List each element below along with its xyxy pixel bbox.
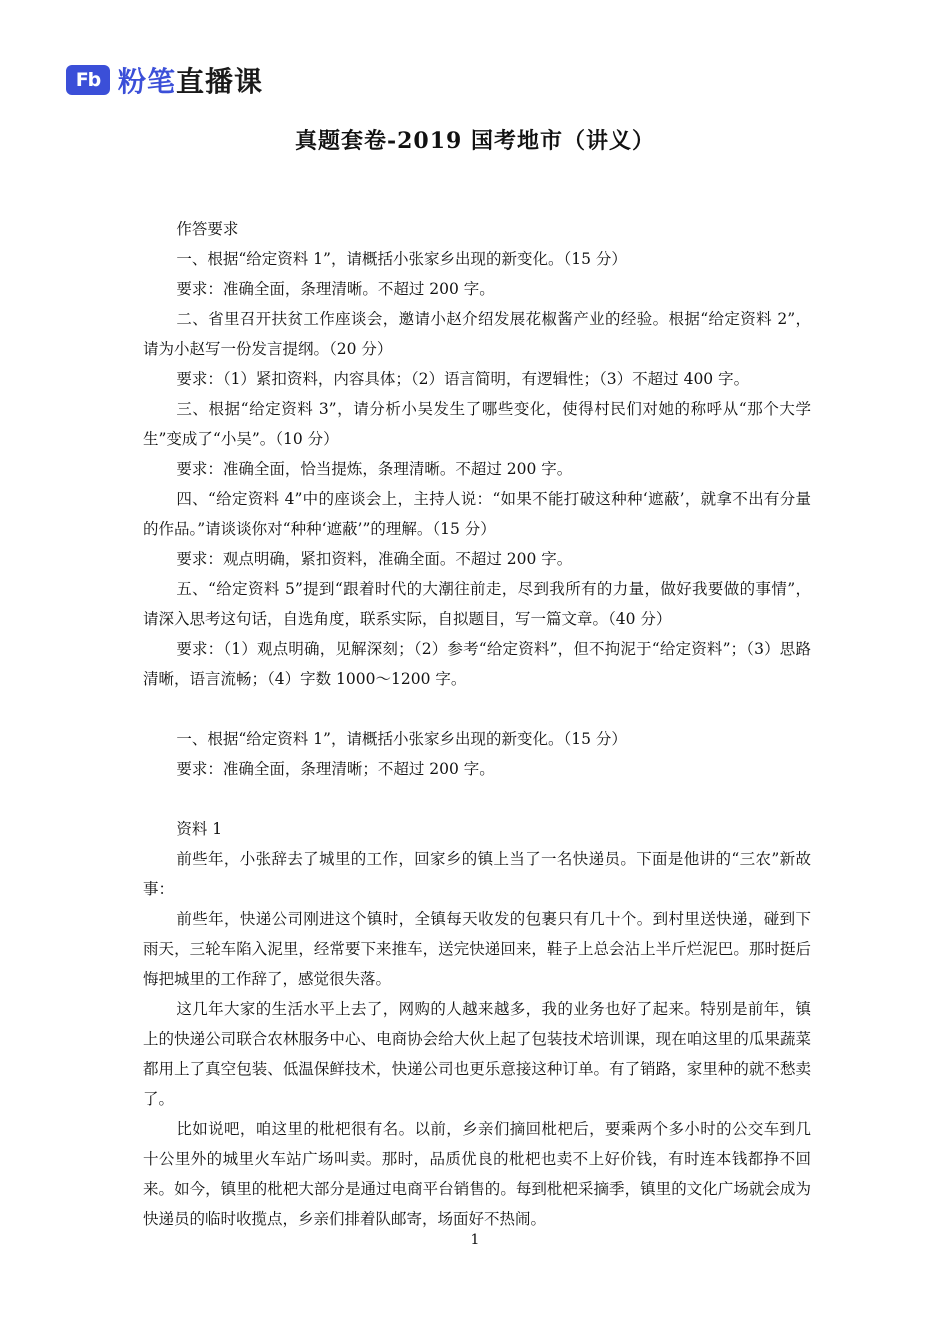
brand-name xyxy=(118,60,263,100)
document-title: 真题套卷-2019 国考地市（讲义） xyxy=(294,128,656,154)
requirements-heading: 作答要求 xyxy=(176,220,239,238)
material-paragraph: 前些年，小张辞去了城里的工作，回家乡的镇上当了一名快递员。下面是他讲的“三农”新故事： xyxy=(143,850,811,898)
brand-name-part1: 粉笔 xyxy=(118,65,177,98)
page-number: 1 xyxy=(470,1232,480,1248)
requirement-item: 要求：观点明确，紧扣资料，准确全面。不超过 200 字。 xyxy=(176,550,573,568)
brand-logo xyxy=(66,62,263,98)
requirement-item: 要求：（1）紧扣资料，内容具体；（2）语言简明，有逻辑性；（3）不超过 400 字。 xyxy=(176,370,750,388)
requirement-item: 五、“给定资料 5”提到“跟着时代的大潮往前走，尽到我所有的力量，做好我要做的事情”，请深入思考这句话，自选角度，联系实际，自拟题目，写一篇文章。（40 分） xyxy=(143,580,811,628)
brand-name-part2: 直播课 xyxy=(176,65,264,98)
question-repeat: 一、根据“给定资料 1”，请概括小张家乡出现的新变化。（15 分） xyxy=(176,730,627,748)
requirement-item: 要求：（1）观点明确，见解深刻；（2）参考“给定资料”，但不拘泥于“给定资料”；（3）思路清晰，语言流畅；（4）字数 1000～1200 字。 xyxy=(143,640,811,688)
fenbi-logo-icon: Fb xyxy=(66,65,110,95)
document-body xyxy=(143,214,811,1234)
requirement-item: 一、根据“给定资料 1”，请概括小张家乡出现的新变化。（15 分） xyxy=(176,250,627,268)
material-paragraph: 这几年大家的生活水平上去了，网购的人越来越多，我的业务也好了起来。特别是前年，镇上的快递公司联合农林服务中心、电商协会给大伙上起了包装技术培训课，现在咱这里的瓜果蔬菜都用上了真空包装、低温保鲜技术，快递公司也更乐意接这种订单。有了销路，家里种的就不愁卖了。 xyxy=(143,1000,811,1108)
material-paragraph: 比如说吧，咱这里的枇杷很有名。以前，乡亲们摘回枇杷后，要乘两个多小时的公交车到几十公里外的城里火车站广场叫卖。那时，品质优良的枇杷也卖不上好价钱，有时连本钱都挣不回来。如今，镇里的枇杷大部分是通过电商平台销售的。每到枇杷采摘季，镇里的文化广场就会成为快递员的临时收揽点，乡亲们排着队邮寄，场面好不热闹。 xyxy=(143,1120,811,1228)
spacer xyxy=(143,784,811,814)
question-requirement: 要求：准确全面，条理清晰；不超过 200 字。 xyxy=(176,760,495,778)
requirement-item: 四、“给定资料 4”中的座谈会上，主持人说：“如果不能打破这种种‘遮蔽’，就拿不出有分量的作品。”请谈谈你对“种种‘遮蔽’”的理解。（15 分） xyxy=(143,490,811,538)
requirement-item: 要求：准确全面，条理清晰。不超过 200 字。 xyxy=(176,280,495,298)
spacer xyxy=(143,694,811,724)
requirement-item: 二、省里召开扶贫工作座谈会，邀请小赵介绍发展花椒酱产业的经验。根据“给定资料 2”，请为小赵写一份发言提纲。（20 分） xyxy=(143,310,811,358)
requirement-item: 要求：准确全面，恰当提炼，条理清晰。不超过 200 字。 xyxy=(176,460,573,478)
requirement-item: 三、根据“给定资料 3”，请分析小吴发生了哪些变化，使得村民们对她的称呼从“那个大学生”变成了“小吴”。（10 分） xyxy=(143,400,811,448)
material-heading: 资料 1 xyxy=(176,820,223,838)
material-paragraph: 前些年，快递公司刚进这个镇时，全镇每天收发的包裹只有几十个。到村里送快递，碰到下雨天，三轮车陷入泥里，经常要下来推车，送完快递回来，鞋子上总会沾上半斤烂泥巴。那时挺后悔把城里的工作辞了，感觉很失落。 xyxy=(143,910,811,988)
